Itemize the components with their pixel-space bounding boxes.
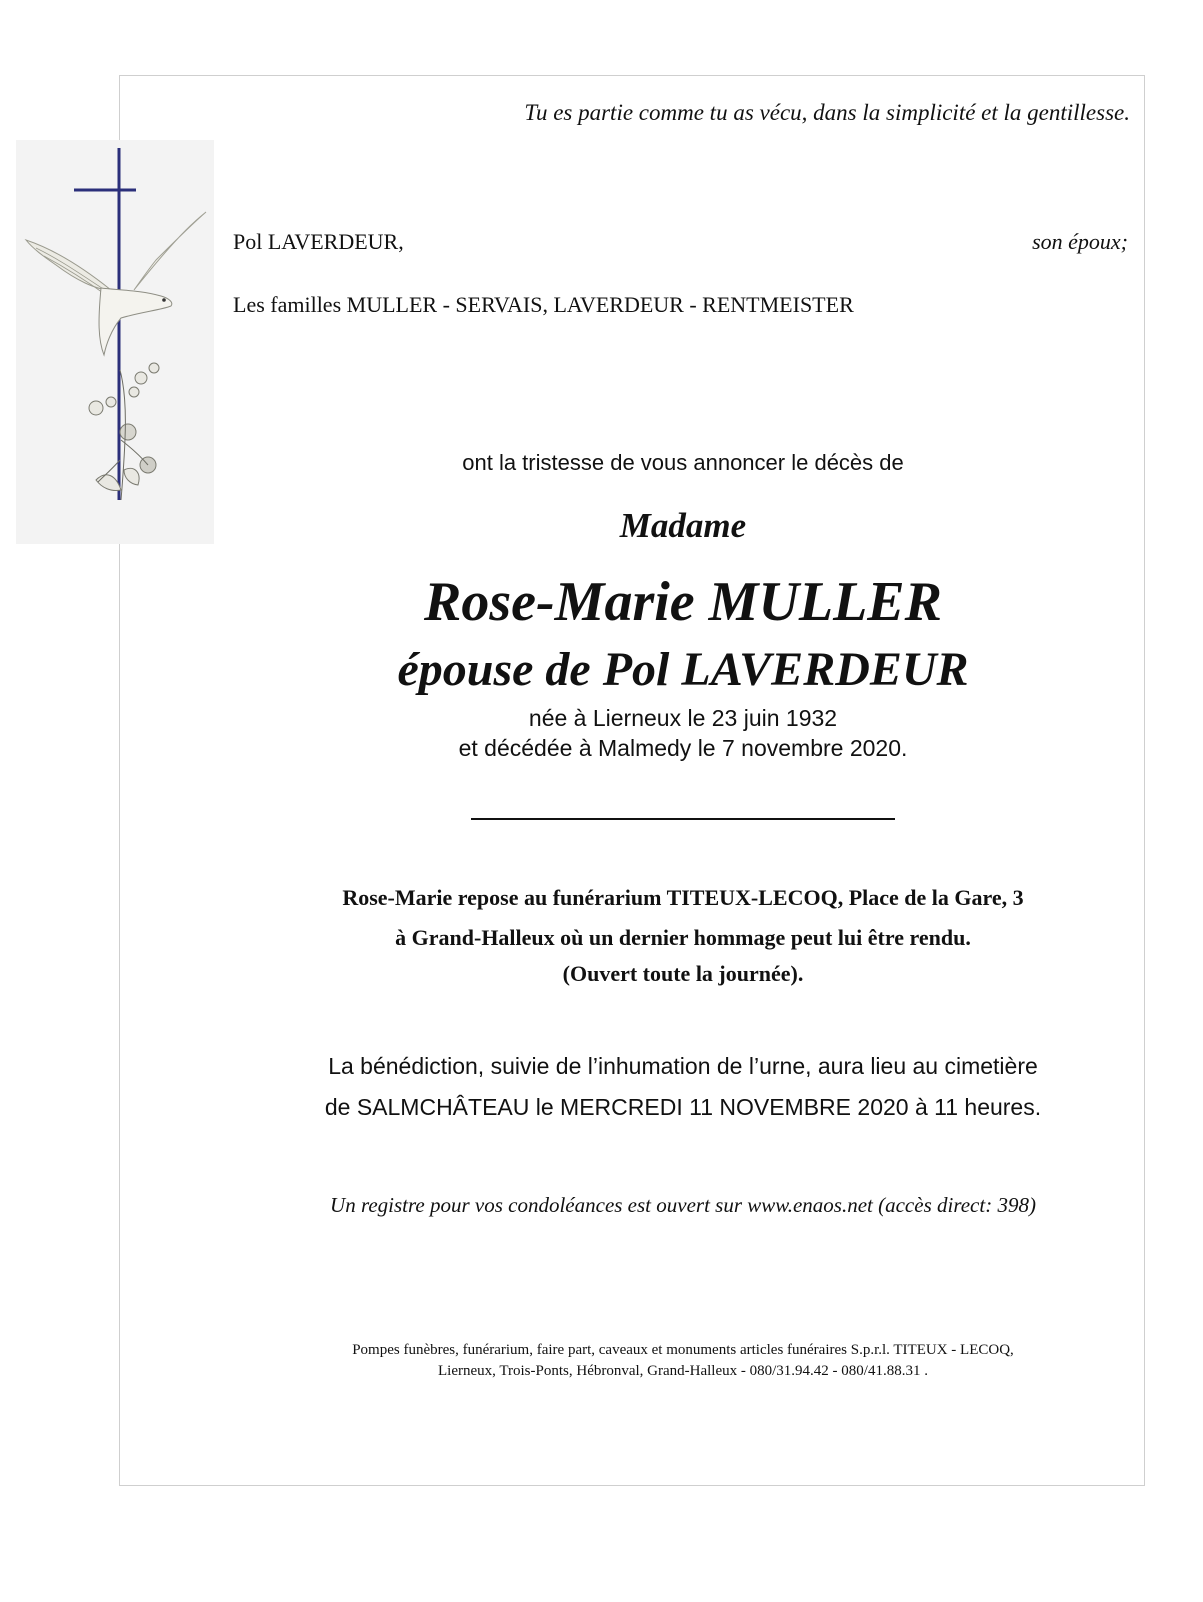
epigraph: Tu es partie comme tu as vécu, dans la simplicité et la gentillesse. xyxy=(524,100,1130,125)
spouse-relation: son époux; xyxy=(1032,229,1128,254)
deceased-name: Rose-Marie MULLER xyxy=(424,571,942,633)
ceremony-line-1: La bénédiction, suivie de l’inhumation de l’urne, aura lieu au cimetière xyxy=(328,1053,1038,1079)
deceased-title: Madame xyxy=(619,506,747,545)
page-frame xyxy=(119,75,1145,1486)
cross-dove-illustration xyxy=(16,140,214,544)
condolences-note: Un registre pour vos condoléances est ouvert sur www.enaos.net (accès direct: 398) xyxy=(330,1193,1036,1217)
spouse-name: Pol LAVERDEUR, xyxy=(233,229,404,254)
deceased-spouse: épouse de Pol LAVERDEUR xyxy=(397,643,969,696)
visitation-line-1: Rose-Marie repose au funérarium TITEUX-LECOQ, Place de la Gare, 3 xyxy=(342,885,1024,910)
cross-icon xyxy=(16,140,214,544)
divider xyxy=(471,818,895,820)
ceremony-line-2: de SALMCHÂTEAU le MERCREDI 11 NOVEMBRE 2020 à 11 heures. xyxy=(324,1094,1042,1120)
footer-line-2: Lierneux, Trois-Ponts, Hébronval, Grand-Halleux - 080/31.94.42 - 080/41.88.31 . xyxy=(438,1363,928,1379)
footer-line-1: Pompes funèbres, funérarium, faire part, caveaux et monuments articles funéraires S.p.r.l. TITEUX - LECOQ, xyxy=(352,1342,1014,1358)
announcement-intro: ont la tristesse de vous annoncer le décès de xyxy=(462,450,904,475)
visitation-line-3: (Ouvert toute la journée). xyxy=(562,961,804,986)
death-line: et décédée à Malmedy le 7 novembre 2020. xyxy=(458,735,908,761)
families: Les familles MULLER - SERVAIS, LAVERDEUR - RENTMEISTER xyxy=(233,292,854,317)
visitation-line-2: à Grand-Halleux où un dernier hommage peut lui être rendu. xyxy=(395,925,971,950)
birth-line: née à Lierneux le 23 juin 1932 xyxy=(528,705,838,731)
